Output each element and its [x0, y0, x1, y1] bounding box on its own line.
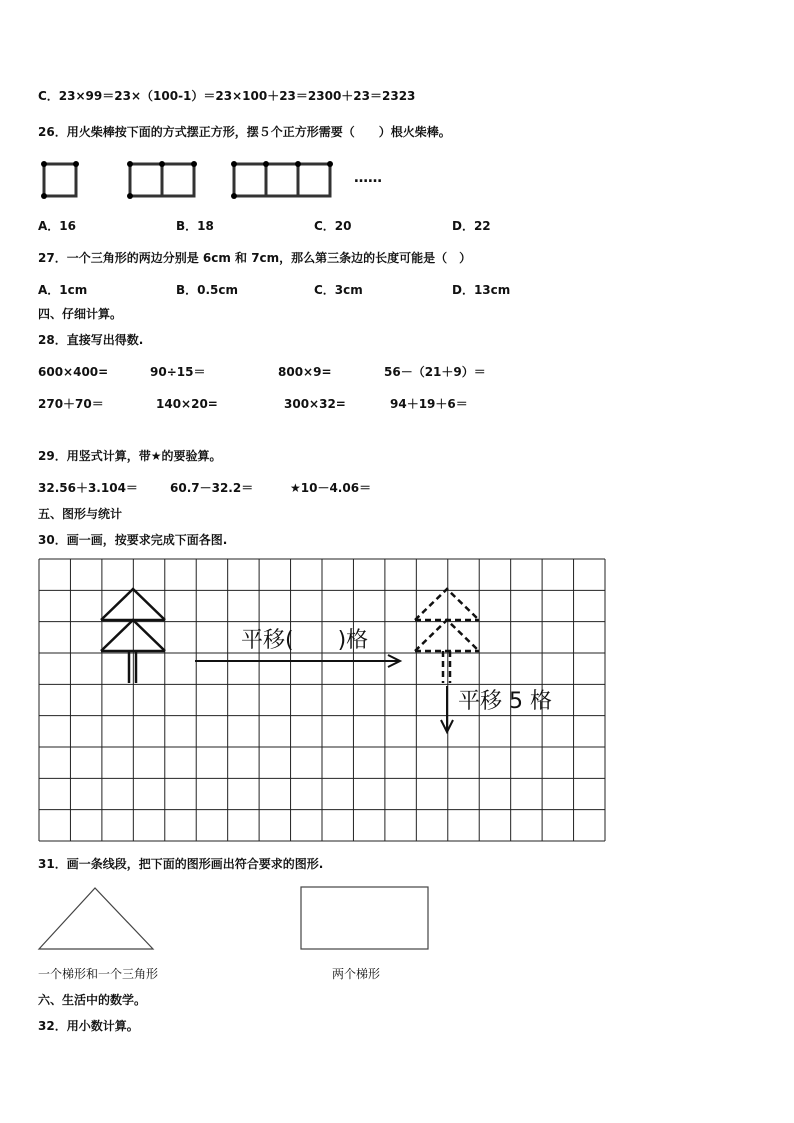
question-31: 31．画一条线段，把下面的图形画出符合要求的图形.	[38, 857, 324, 871]
move-down-label: 平移 5 格	[458, 689, 552, 714]
matchstick-square	[162, 164, 194, 196]
q28-item: 56－（21＋9）＝	[384, 365, 486, 379]
q26-option-b: B．18	[176, 219, 214, 233]
matchstick-figures	[38, 158, 398, 204]
q26-option-a: A．16	[38, 219, 76, 233]
matchstick-square	[234, 164, 266, 196]
question-28: 28．直接写出得数.	[38, 333, 144, 347]
ellipsis-dots: ……	[354, 170, 382, 186]
question-32: 32．用小数计算。	[38, 1019, 139, 1033]
question-27: 27．一个三角形的两边分别是 6cm 和 7cm，那么第三条边的长度可能是（ ）	[38, 251, 472, 265]
arrow-down	[441, 686, 453, 732]
q27-option-a: A．1cm	[38, 283, 88, 297]
matchstick-square	[266, 164, 298, 196]
section-6-heading: 六、生活中的数学。	[38, 993, 147, 1007]
rectangle-caption: 两个梯形	[332, 967, 381, 981]
matchstick-square	[130, 164, 162, 196]
q27-option-c: C．3cm	[314, 283, 363, 297]
q29-item: 32.56＋3.104＝	[38, 481, 138, 495]
option-c-line: C．23×99＝23×（100-1）＝23×100＋23＝2300＋23＝2323	[38, 89, 416, 103]
q28-item: 140×20=	[156, 397, 218, 411]
q29-item: 60.7－32.2＝	[170, 481, 254, 495]
q28-item: 600×400=	[38, 365, 109, 379]
triangle-caption: 一个梯形和一个三角形	[38, 967, 159, 981]
question-30: 30．画一画，按要求完成下面各图.	[38, 533, 228, 547]
q27-option-d: D．13cm	[452, 283, 511, 297]
q27-option-b: B．0.5cm	[176, 283, 239, 297]
translation-grid	[38, 558, 606, 842]
matchstick-square	[44, 164, 76, 196]
section-4-heading: 四、仔细计算。	[38, 307, 123, 321]
section-5-heading: 五、图形与统计	[38, 507, 123, 521]
q26-option-d: D．22	[452, 219, 491, 233]
q29-item: ★10－4.06＝	[290, 481, 372, 495]
question-29: 29．用竖式计算，带★的要验算。	[38, 449, 222, 463]
triangle-shape	[39, 888, 153, 949]
q31-shapes	[38, 884, 430, 952]
tree-translated	[415, 589, 479, 683]
move-right-label: 平移( )格	[241, 628, 369, 653]
rectangle-shape	[301, 887, 428, 949]
q28-item: 300×32=	[284, 397, 346, 411]
q28-item: 800×9=	[278, 365, 332, 379]
question-26: 26．用火柴棒按下面的方式摆正方形，摆５个正方形需要（ ）根火柴棒。	[38, 125, 451, 139]
q28-item: 90÷15＝	[150, 365, 206, 379]
q28-item: 270＋70＝	[38, 397, 104, 411]
q26-option-c: C．20	[314, 219, 352, 233]
q28-item: 94＋19＋6＝	[390, 397, 468, 411]
arrow-right	[195, 655, 400, 667]
matchstick-square	[298, 164, 330, 196]
